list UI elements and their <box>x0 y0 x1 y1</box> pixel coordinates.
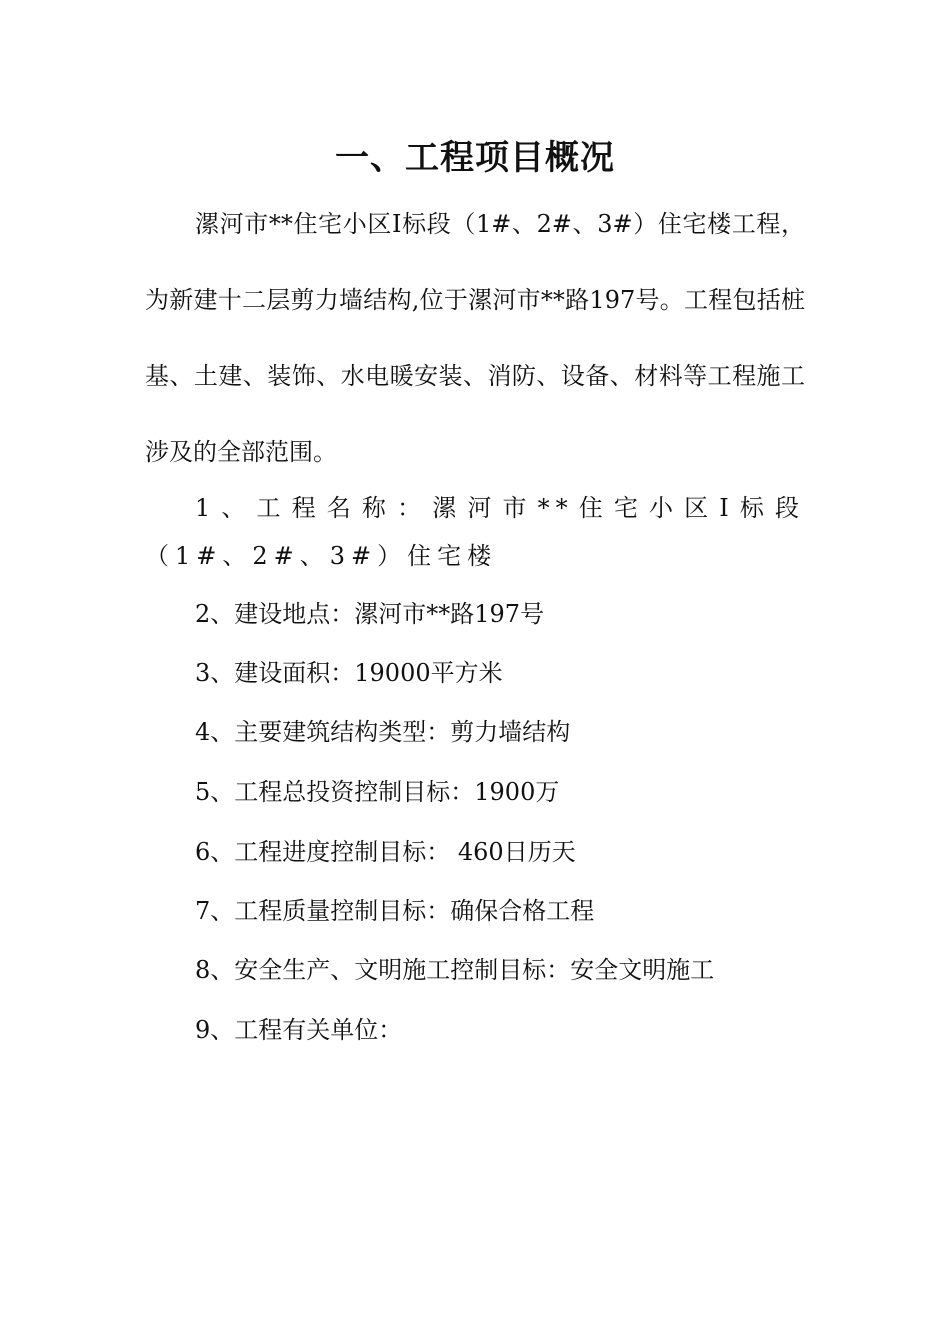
item-area: 3、建设面积：19000平方米 <box>195 659 503 687</box>
item-investment-target: 5、工程总投资控制目标：1900万 <box>195 778 560 806</box>
item-related-units: 9、工程有关单位： <box>195 1016 403 1044</box>
item-structure-type: 4、主要建筑结构类型：剪力墙结构 <box>195 718 571 746</box>
intro-paragraph: 漯河市**住宅小区Ⅰ标段（1#、2#、3#）住宅楼工程，为新建十二层剪力墙结构,位于漯河市**路197号。工程包括桩基、土建、装饰、水电暖安装、消防、设备、材料等工程施工涉及的全部范围。 <box>145 210 805 466</box>
item-quality-target: 7、工程质量控制目标：确保合格工程 <box>195 897 595 925</box>
page-title: 一、工程项目概况 <box>335 138 615 178</box>
item-project-name: 1、工程名称：漯河市**住宅小区Ⅰ标段（1#、2#、3#）住宅楼 <box>145 494 805 570</box>
item-safety-target: 8、安全生产、文明施工控制目标：安全文明施工 <box>195 956 715 984</box>
item-schedule-target: 6、工程进度控制目标： 460日历天 <box>195 838 576 866</box>
item-location: 2、建设地点：漯河市**路197号 <box>195 600 545 628</box>
